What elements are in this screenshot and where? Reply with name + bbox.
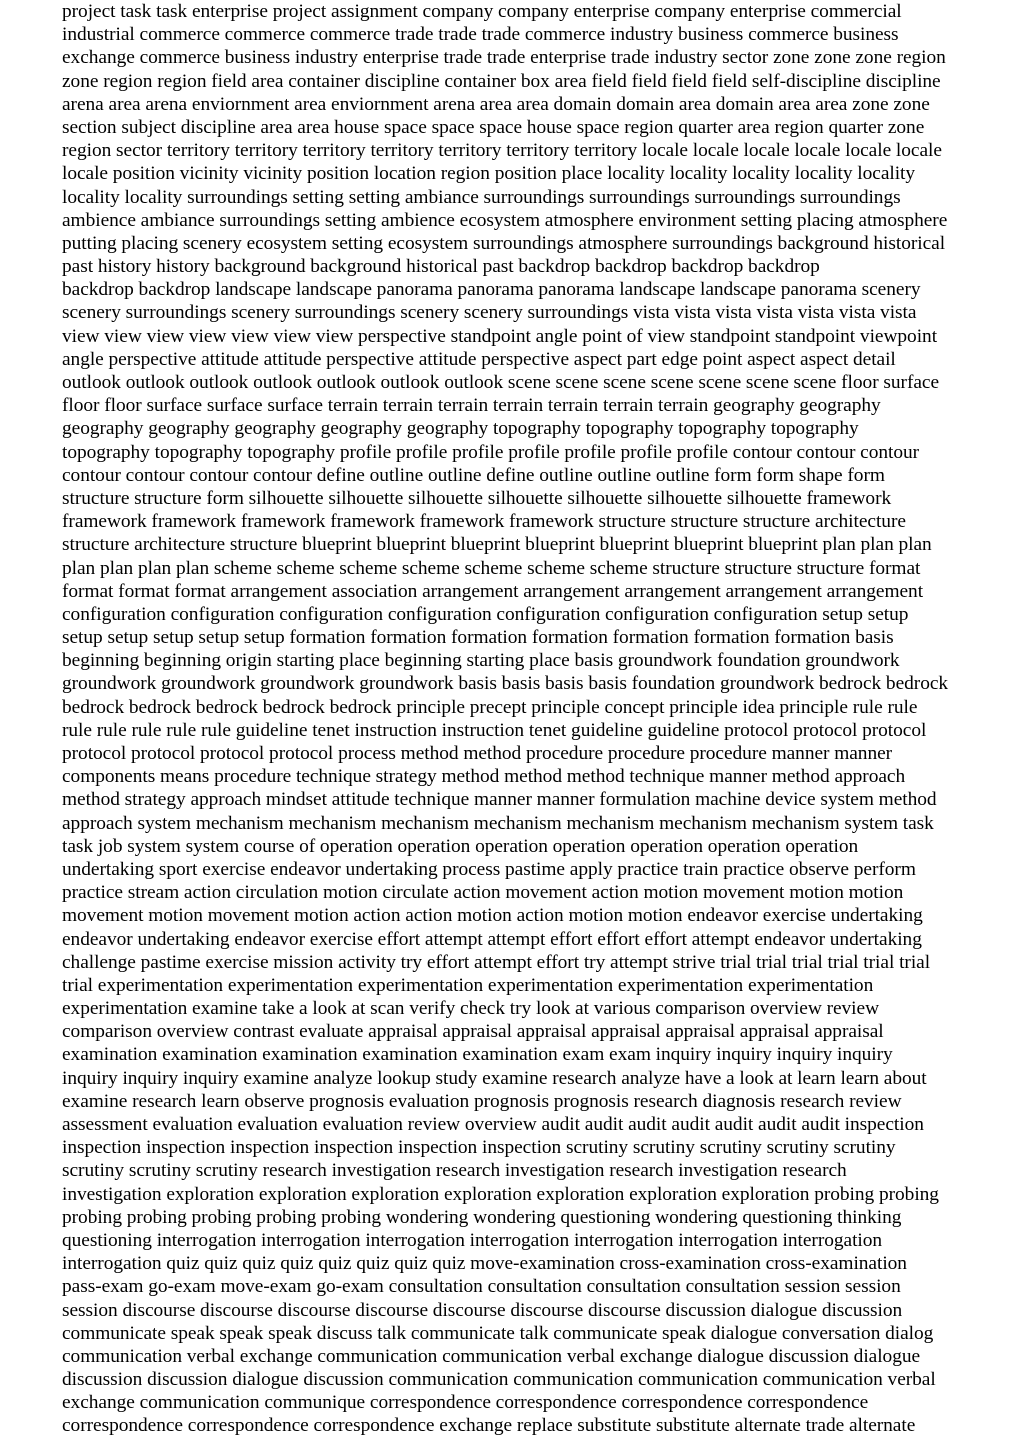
text-line: putting placing scenery ecosystem setting ecosystem surroundings atmosphere surroundings background historical xyxy=(62,232,946,254)
text-line: inquiry inquiry inquiry examine analyze lookup study examine research analyze have a look at learn learn about xyxy=(62,1067,927,1089)
text-line: floor floor surface surface surface terrain terrain terrain terrain terrain terrain terrain geography geography xyxy=(62,395,881,417)
text-line: plan plan plan plan scheme scheme scheme scheme scheme scheme scheme structure structure structure format xyxy=(62,557,921,579)
text-line: scrutiny scrutiny scrutiny research investigation research investigation research investigation research xyxy=(62,1160,847,1182)
text-line: configuration configuration configuration configuration configuration configuration configuration setup setup xyxy=(62,603,909,625)
text-line: section subject discipline area area house space space space house space region quarter area region quarter zone xyxy=(62,116,925,138)
text-line: bedrock bedrock bedrock bedrock bedrock principle precept principle concept principle idea principle rule rule xyxy=(62,696,918,718)
text-line: communication verbal exchange communication communication verbal exchange dialogue discussion dialogue xyxy=(62,1345,921,1367)
text-line: correspondence correspondence correspondence exchange replace substitute substitute alternate trade alternate xyxy=(62,1415,916,1437)
text-line: communicate speak speak speak discuss talk communicate talk communicate speak dialogue conversation dialog xyxy=(62,1322,934,1344)
text-line: industrial commerce commerce commerce trade trade trade commerce industry business commerce business xyxy=(62,24,899,46)
text-line: experimentation examine take a look at scan verify check try look at various comparison overview review xyxy=(62,998,880,1020)
text-line: outlook outlook outlook outlook outlook outlook outlook scene scene scene scene scene scene scene floor surface xyxy=(62,372,940,393)
text-line: method strategy approach mindset attitude technique manner manner formulation machine device system method xyxy=(62,789,937,811)
text-line: locale position vicinity vicinity position location region position place locality locality locality locality locality xyxy=(62,163,916,185)
text-line: framework framework framework framework framework framework structure structure structure architecture xyxy=(62,511,906,533)
text-line: zone region region field area container discipline container box area field field field field self-discipline discipline xyxy=(62,70,941,92)
text-line: arena area arena enviornment area enviornment arena area area domain domain area domain area area zone zone xyxy=(62,93,930,115)
text-line: task job system system course of operation operation operation operation operation operation operation xyxy=(62,835,859,857)
text-line: past history history background background historical past backdrop backdrop backdrop backdrop xyxy=(62,256,820,278)
text-line: angle perspective attitude attitude perspective attitude perspective aspect part edge point aspect aspect detail xyxy=(62,348,896,370)
text-line: protocol protocol protocol protocol process method method procedure procedure procedure manner manner xyxy=(62,743,893,764)
text-line: setup setup setup setup setup formation formation formation formation formation formation formation basis xyxy=(62,627,894,649)
text-line: undertaking sport exercise endeavor undertaking process pastime apply practice train practice observe perform xyxy=(62,858,916,880)
text-line: movement motion movement motion action action motion action motion motion endeavor exercise undertaking xyxy=(62,905,923,927)
text-line: interrogation quiz quiz quiz quiz quiz quiz quiz quiz move-examination cross-examination cross-examination xyxy=(62,1253,907,1275)
text-line: pass-exam go-exam move-exam go-exam consultation consultation consultation consultation session session xyxy=(62,1276,901,1298)
text-line: endeavor undertaking endeavor exercise effort attempt attempt effort effort effort attempt endeavor undertaking xyxy=(62,928,922,950)
text-line: challenge pastime exercise mission activity try effort attempt effort try attempt strive trial trial trial trial trial trial xyxy=(62,951,931,973)
text-line: contour contour contour contour define outline outline define outline outline outline form form shape form xyxy=(62,464,885,486)
text-line: backdrop backdrop landscape landscape panorama panorama panorama landscape landscape panorama scenery xyxy=(62,279,921,301)
text-line: exchange communication communique correspondence correspondence correspondence correspondence xyxy=(62,1392,869,1414)
text-line: comparison overview contrast evaluate appraisal appraisal appraisal appraisal appraisal appraisal appraisal xyxy=(62,1021,884,1043)
text-line: exchange commerce business industry enterprise trade trade enterprise trade industry sector zone zone zone region xyxy=(62,47,946,69)
text-line: ambience ambiance surroundings setting ambience ecosystem atmosphere environment setting placing atmosphere xyxy=(62,209,948,231)
text-line: examine research learn observe prognosis evaluation prognosis prognosis research diagnosis research review xyxy=(62,1090,902,1112)
text-line: geography geography geography geography geography topography topography topography topography xyxy=(62,418,859,440)
text-line: scenery surroundings scenery surroundings scenery scenery surroundings vista vista vista vista vista vista vista xyxy=(62,302,917,324)
text-line: view view view view view view view perspective standpoint angle point of view standpoint standpoint viewpoint xyxy=(62,325,938,347)
text-line: rule rule rule rule rule guideline tenet instruction instruction tenet guideline guideline protocol protocol protocol xyxy=(62,719,927,741)
text-line: questioning interrogation interrogation interrogation interrogation interrogation interrogation interrogation xyxy=(62,1229,883,1251)
text-line: session discourse discourse discourse discourse discourse discourse discourse discussion dialogue discussion xyxy=(62,1299,903,1321)
text-line: examination examination examination examination examination exam exam inquiry inquiry inquiry inquiry xyxy=(62,1044,893,1066)
text-line: topography topography topography profile profile profile profile profile profile profile contour contour contour xyxy=(62,441,920,463)
document-page xyxy=(62,0,1020,1446)
text-line: structure structure form silhouette silhouette silhouette silhouette silhouette silhouette silhouette framework xyxy=(62,487,892,509)
text-line: beginning beginning origin starting place beginning starting place basis groundwork foundation groundwork xyxy=(62,650,900,672)
text-line: locality locality surroundings setting setting ambiance surroundings surroundings surroundings surroundings xyxy=(62,186,901,208)
text-line: approach system mechanism mechanism mechanism mechanism mechanism mechanism mechanism system task xyxy=(62,812,934,834)
text-line: trial experimentation experimentation experimentation experimentation experimentation experimentation xyxy=(62,974,874,996)
text-line: probing probing probing probing probing wondering wondering questioning wondering questioning thinking xyxy=(62,1206,902,1228)
text-line: discussion discussion dialogue discussion communication communication communication communication verbal xyxy=(62,1369,936,1391)
text-line: inspection inspection inspection inspection inspection inspection scrutiny scrutiny scrutiny scrutiny scrutiny xyxy=(62,1137,896,1159)
text-line: components means procedure technique strategy method method method technique manner method approach xyxy=(62,766,906,788)
text-line: assessment evaluation evaluation evaluation review overview audit audit audit audit audit audit audit inspection xyxy=(62,1114,924,1135)
text-line: investigation exploration exploration exploration exploration exploration exploration exploration probing probing xyxy=(62,1183,939,1205)
text-line: project task task enterprise project assignment company company enterprise company enterprise commercial xyxy=(62,1,902,22)
text-line: practice stream action circulation motion circulate action movement action motion movement motion motion xyxy=(62,882,904,904)
text-line: format format format arrangement association arrangement arrangement arrangement arrangement arrangement xyxy=(62,580,924,602)
text-line: region sector territory territory territory territory territory territory territory locale locale locale locale locale locale xyxy=(62,140,942,162)
text-line: structure architecture structure blueprint blueprint blueprint blueprint blueprint blueprint blueprint plan plan plan xyxy=(62,534,932,556)
text-line: groundwork groundwork groundwork groundwork basis basis basis basis foundation groundwork bedrock bedrock xyxy=(62,673,949,695)
